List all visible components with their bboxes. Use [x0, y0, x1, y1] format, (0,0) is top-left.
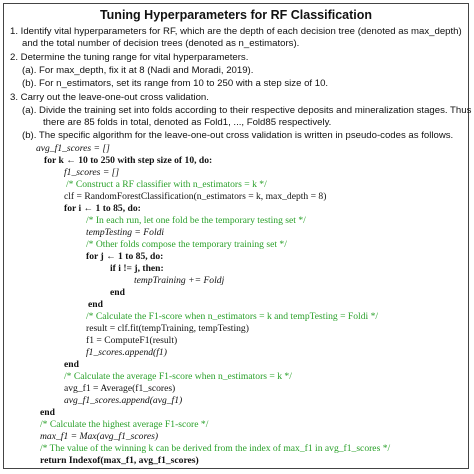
box-title: Tuning Hyperparameters for RF Classification — [99, 8, 373, 22]
code-line-11: if i != j, then: — [110, 263, 164, 274]
code-line-16: result = clf.fit(tempTraining, tempTesting) — [86, 323, 249, 334]
code-line-14: end — [88, 299, 103, 310]
code-line-25: max_f1 = Max(avg_f1_scores) — [40, 431, 159, 442]
code-comment-24: /* Calculate the highest average F1-score */ — [40, 419, 209, 430]
code-line-1: avg_f1_scores = [] — [36, 143, 110, 154]
step-2: 2. Determine the tuning range for vital hyperparameters. — [10, 52, 249, 63]
step-1-line-1: 1. Identify vital hyperparameters for RF, which are the depth of each decision tree (denoted as max_depth) — [10, 26, 462, 37]
code-line-2: for k ← 10 to 250 with step size of 10, do: — [44, 155, 213, 166]
code-comment-15: /* Calculate the F1-score when n_estimators = k and tempTesting = Foldi */ — [86, 311, 379, 322]
code-line-10: for j ← 1 to 85, do: — [86, 251, 164, 262]
code-line-22: avg_f1_scores.append(avg_f1) — [64, 395, 183, 406]
step-3a-line-1: (a). Divide the training set into folds according to their respective deposits and mineralization stages. Thus — [22, 105, 472, 116]
code-line-18: f1_scores.append(f1) — [86, 347, 167, 358]
step-3a-line-2: there are 85 folds in total, denoted as Fold1, ..., Fold85 respectively. — [43, 117, 332, 128]
code-line-13: end — [110, 287, 125, 298]
code-line-27: return Indexof(max_f1, avg_f1_scores) — [40, 455, 199, 466]
code-line-23: end — [40, 407, 55, 418]
code-comment-9: /* Other folds compose the temporary training set */ — [86, 239, 287, 250]
code-line-3: f1_scores = [] — [64, 167, 120, 178]
step-1-line-2: and the total number of decision trees (denoted as n_estimators). — [22, 38, 300, 49]
code-line-12: tempTraining += Foldj — [134, 275, 225, 286]
step-2a: (a). For max_depth, fix it at 8 (Nadi and Moradi, 2019). — [22, 65, 254, 76]
code-line-19: end — [64, 359, 79, 370]
code-comment-4: /* Construct a RF classifier with n_estimators = k */ — [66, 179, 267, 190]
code-comment-26: /* The value of the winning k can be derived from the index of max_f1 in avg_f1_scores */ — [40, 443, 391, 454]
algorithm-box — [3, 3, 472, 469]
code-comment-7: /* In each run, let one fold be the temporary testing set */ — [86, 215, 306, 226]
step-3: 3. Carry out the leave-one-out cross validation. — [10, 92, 209, 103]
code-line-17: f1 = ComputeF1(result) — [86, 335, 178, 346]
code-line-21: avg_f1 = Average(f1_scores) — [64, 383, 176, 394]
code-line-6: for i ← 1 to 85, do: — [64, 203, 141, 214]
code-line-8: tempTesting = Foldi — [86, 227, 165, 238]
step-2b: (b). For n_estimators, set its range from 10 to 250 with a step size of 10. — [22, 78, 329, 89]
code-line-5: clf = RandomForestClassification(n_estimators = k, max_depth = 8) — [64, 191, 327, 202]
code-comment-20: /* Calculate the average F1-score when n_estimators = k */ — [64, 371, 292, 382]
step-3b: (b). The specific algorithm for the leave-one-out cross validation is written in pseudo-codes as follows. — [22, 130, 454, 141]
